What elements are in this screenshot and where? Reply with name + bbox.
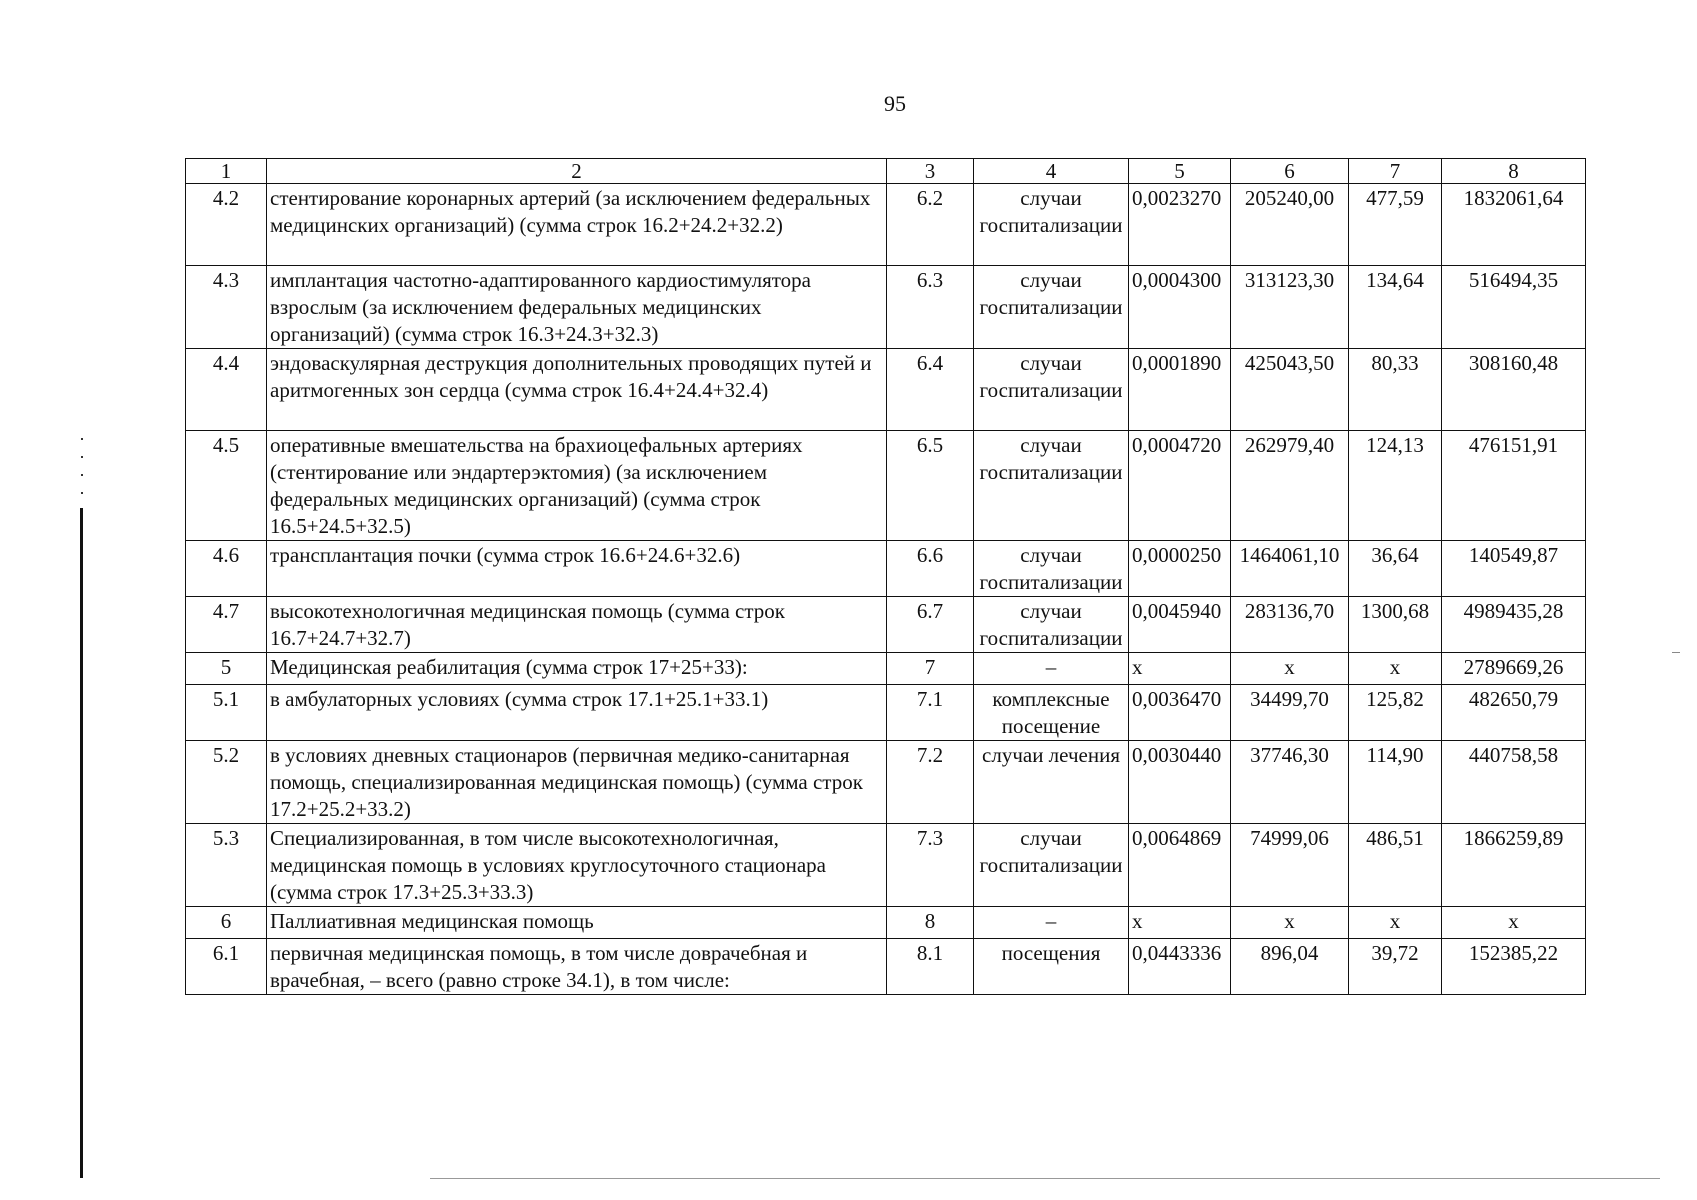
row-number: 4.5 [186, 431, 267, 541]
per-capita-value: 477,59 [1349, 184, 1442, 266]
unit-line-2: госпитализации [979, 626, 1123, 650]
data-table [185, 158, 1586, 995]
unit-line-1: случаи [1020, 543, 1082, 567]
table-row [186, 824, 1586, 907]
per-capita-value: x [1349, 907, 1442, 939]
norm-value: x [1129, 653, 1231, 685]
norm-value: 0,0443336 [1129, 939, 1231, 995]
row-number: 4.3 [186, 266, 267, 349]
line-number: 6.2 [887, 184, 974, 266]
per-capita-value: x [1349, 653, 1442, 685]
margin-mark [1672, 652, 1680, 653]
binding-edge-line [80, 508, 83, 1178]
row-name: эндоваскулярная деструкция дополнительных проводящих путей и аритмогенных зон сердца (сумма строк 16.4+24.4+32.4) [267, 349, 887, 431]
unit-cost: 74999,06 [1231, 824, 1349, 907]
row-name: Специализированная, в том числе высокотехнологичная, медицинская помощь в условиях круглосуточного стационара (сумма строк 17.3+25.3+33.3) [267, 824, 887, 907]
header-cell: 1 [186, 159, 267, 184]
total-value: 1866259,89 [1442, 824, 1586, 907]
norm-value: 0,0030440 [1129, 741, 1231, 824]
header-cell: 8 [1442, 159, 1586, 184]
bottom-rule [430, 1178, 1660, 1179]
norm-value: 0,0000250 [1129, 541, 1231, 597]
table-row [186, 685, 1586, 741]
row-number: 6.1 [186, 939, 267, 995]
total-value: 140549,87 [1442, 541, 1586, 597]
unit-of-measure [974, 349, 1129, 431]
line-number: 8 [887, 907, 974, 939]
row-name: имплантация частотно-адаптированного кардиостимулятора взрослым (за исключением федеральных медицинских организаций) (сумма строк 16.3+24.3+32.3) [267, 266, 887, 349]
total-value: 440758,58 [1442, 741, 1586, 824]
row-number: 5.1 [186, 685, 267, 741]
total-value: 516494,35 [1442, 266, 1586, 349]
total-value: 4989435,28 [1442, 597, 1586, 653]
line-number: 8.1 [887, 939, 974, 995]
header-cell: 4 [974, 159, 1129, 184]
header-cell: 6 [1231, 159, 1349, 184]
norm-value: 0,0023270 [1129, 184, 1231, 266]
row-number: 4.6 [186, 541, 267, 597]
line-number: 7.1 [887, 685, 974, 741]
unit-of-measure [974, 597, 1129, 653]
margin-mark [81, 438, 83, 440]
row-name: в условиях дневных стационаров (первичная медико-санитарная помощь, специализированная медицинская помощь) (сумма строк 17.2+25.2+33.2) [267, 741, 887, 824]
page-number: 95 [884, 91, 906, 116]
unit-cost: 262979,40 [1231, 431, 1349, 541]
line-number: 6.4 [887, 349, 974, 431]
unit-of-measure [974, 266, 1129, 349]
row-name: первичная медицинская помощь, в том числе доврачебная и врачебная, – всего (равно строке 34.1), в том числе: [267, 939, 887, 995]
table-row [186, 597, 1586, 653]
row-name: в амбулаторных условиях (сумма строк 17.1+25.1+33.1) [267, 685, 887, 741]
unit-cost: x [1231, 907, 1349, 939]
line-number: 6.7 [887, 597, 974, 653]
unit-line-1: случаи [1020, 826, 1082, 850]
unit-of-measure [974, 541, 1129, 597]
unit-line-2: госпитализации [979, 570, 1123, 594]
line-number: 7.2 [887, 741, 974, 824]
line-number: 7.3 [887, 824, 974, 907]
norm-value: 0,0001890 [1129, 349, 1231, 431]
per-capita-value: 39,72 [1349, 939, 1442, 995]
per-capita-value: 1300,68 [1349, 597, 1442, 653]
header-cell: 5 [1129, 159, 1231, 184]
row-number: 5.3 [186, 824, 267, 907]
table-row [186, 653, 1586, 685]
line-number: 6.5 [887, 431, 974, 541]
unit-line-2: госпитализации [979, 378, 1123, 402]
table-row [186, 939, 1586, 995]
row-name: высокотехнологичная медицинская помощь (сумма строк 16.7+24.7+32.7) [267, 597, 887, 653]
unit-cost: 1464061,10 [1231, 541, 1349, 597]
unit-cost: 37746,30 [1231, 741, 1349, 824]
unit-of-measure [974, 431, 1129, 541]
unit-cost: 313123,30 [1231, 266, 1349, 349]
margin-mark [81, 492, 83, 494]
unit-line-2: госпитализации [979, 853, 1123, 877]
unit-cost: 205240,00 [1231, 184, 1349, 266]
norm-value: 0,0004300 [1129, 266, 1231, 349]
unit-of-measure [974, 824, 1129, 907]
norm-value: x [1129, 907, 1231, 939]
line-number: 7 [887, 653, 974, 685]
unit-cost: 34499,70 [1231, 685, 1349, 741]
per-capita-value: 124,13 [1349, 431, 1442, 541]
header-cell: 3 [887, 159, 974, 184]
row-number: 4.7 [186, 597, 267, 653]
per-capita-value: 134,64 [1349, 266, 1442, 349]
total-value: 2789669,26 [1442, 653, 1586, 685]
line-number: 6.3 [887, 266, 974, 349]
row-number: 4.2 [186, 184, 267, 266]
table-row [186, 184, 1586, 266]
total-value: 308160,48 [1442, 349, 1586, 431]
row-number: 5 [186, 653, 267, 685]
unit-line-2: госпитализации [979, 213, 1123, 237]
row-name: стентирование коронарных артерий (за исключением федеральных медицинских организаций) (сумма строк 16.2+24.2+32.2) [267, 184, 887, 266]
unit-cost: 425043,50 [1231, 349, 1349, 431]
unit-of-measure [974, 741, 1129, 824]
unit-line-1: случаи [1020, 599, 1082, 623]
table-row [186, 349, 1586, 431]
unit-of-measure [974, 907, 1129, 939]
norm-value: 0,0004720 [1129, 431, 1231, 541]
per-capita-value: 80,33 [1349, 349, 1442, 431]
per-capita-value: 114,90 [1349, 741, 1442, 824]
per-capita-value: 125,82 [1349, 685, 1442, 741]
table-row [186, 431, 1586, 541]
unit-line-2: госпитализации [979, 295, 1123, 319]
norm-value: 0,0036470 [1129, 685, 1231, 741]
table-row [186, 741, 1586, 824]
row-name: трансплантация почки (сумма строк 16.6+24.6+32.6) [267, 541, 887, 597]
row-number: 6 [186, 907, 267, 939]
unit-of-measure [974, 653, 1129, 685]
row-name: Медицинская реабилитация (сумма строк 17+25+33): [267, 653, 887, 685]
row-number: 5.2 [186, 741, 267, 824]
unit-line-1: комплексные [992, 687, 1110, 711]
unit-of-measure [974, 939, 1129, 995]
header-cell: 2 [267, 159, 887, 184]
unit-line-1: случаи [1020, 186, 1082, 210]
unit-cost: 283136,70 [1231, 597, 1349, 653]
unit-of-measure [974, 685, 1129, 741]
margin-mark [81, 456, 83, 458]
total-value: 152385,22 [1442, 939, 1586, 995]
unit-line-1: – [1045, 655, 1057, 679]
norm-value: 0,0045940 [1129, 597, 1231, 653]
total-value: x [1442, 907, 1586, 939]
table-header-row [186, 159, 1586, 184]
unit-of-measure [974, 184, 1129, 266]
unit-cost: x [1231, 653, 1349, 685]
total-value: 482650,79 [1442, 685, 1586, 741]
per-capita-value: 36,64 [1349, 541, 1442, 597]
table-row [186, 907, 1586, 939]
line-number: 6.6 [887, 541, 974, 597]
row-name: оперативные вмешательства на брахиоцефальных артериях (стентирование или эндартерэктомия) (за исключением федеральных медицинских организаций) (сумма строк 16.5+24.5+32.5) [267, 431, 887, 541]
margin-mark [81, 474, 83, 476]
row-name: Паллиативная медицинская помощь [267, 907, 887, 939]
header-cell: 7 [1349, 159, 1442, 184]
unit-line-2: госпитализации [979, 460, 1123, 484]
norm-value: 0,0064869 [1129, 824, 1231, 907]
unit-line-1: – [1045, 909, 1057, 933]
unit-line-2: посещение [1001, 714, 1101, 738]
unit-cost: 896,04 [1231, 939, 1349, 995]
table-row [186, 266, 1586, 349]
unit-line-1: случаи [1020, 351, 1082, 375]
total-value: 1832061,64 [1442, 184, 1586, 266]
unit-line-1: случаи [1020, 433, 1082, 457]
unit-line-1: случаи лечения [982, 743, 1120, 767]
row-number: 4.4 [186, 349, 267, 431]
total-value: 476151,91 [1442, 431, 1586, 541]
table-row [186, 541, 1586, 597]
unit-line-1: посещения [1001, 941, 1101, 965]
per-capita-value: 486,51 [1349, 824, 1442, 907]
unit-line-1: случаи [1020, 268, 1082, 292]
